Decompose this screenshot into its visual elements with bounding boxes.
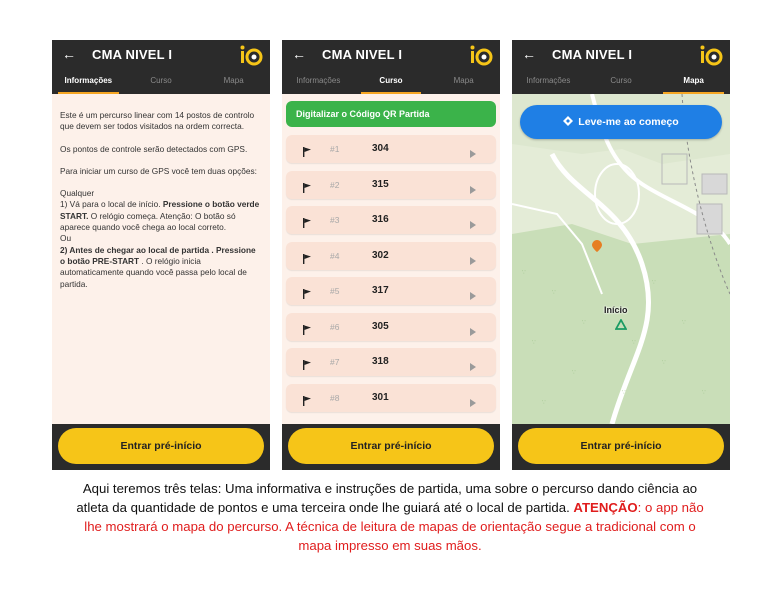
control-code: 305	[372, 320, 389, 332]
info-option-1	[60, 199, 260, 233]
page-title: CMA NIVEL I	[92, 47, 173, 62]
chevron-right-icon	[470, 358, 476, 366]
svg-text:∵: ∵	[662, 359, 666, 366]
control-number: #7	[330, 357, 340, 367]
flag-icon	[302, 215, 312, 225]
enter-pre-start-button[interactable]: Entrar pré-início	[518, 428, 724, 464]
tab-bar	[512, 70, 730, 94]
start-label: Início	[604, 305, 628, 315]
caption-text: Aqui teremos três telas: Uma informativa e instruções de partida, uma sobre o percurso dando ciência ao atleta da quantidade de pontos e uma terceira onde lhe guiará até o local de partida.	[76, 481, 698, 515]
arrow-left-icon[interactable]: ←	[292, 46, 306, 62]
footer	[282, 424, 500, 470]
svg-text:∵: ∵	[572, 369, 576, 376]
info-text-bold: Pressione o botão verde START.	[60, 199, 260, 221]
app-bar	[52, 40, 270, 70]
tab-mapa[interactable]: Mapa	[453, 76, 474, 85]
info-option-2	[60, 245, 260, 290]
tab-bar	[282, 70, 500, 94]
screen-informacoes	[52, 40, 270, 470]
control-row[interactable]	[286, 277, 496, 305]
arrow-left-icon[interactable]: ←	[62, 46, 76, 62]
tab-curso[interactable]: Curso	[355, 70, 428, 94]
tab-informacoes[interactable]: Informações	[526, 76, 571, 85]
caption	[70, 479, 710, 555]
flag-icon	[302, 393, 312, 403]
flag-icon	[302, 144, 312, 154]
flag-icon	[302, 322, 312, 332]
footer	[52, 424, 270, 470]
scan-qr-button[interactable]: Digitalizar o Código QR Partida	[286, 101, 496, 127]
caption-warning-text: : o app não lhe mostrará o mapa do percurso. A técnica de leitura de mapas de orientação segue a tradicional com o mapa impresso em suas mãos.	[84, 500, 704, 553]
tab-curso[interactable]: Curso	[150, 76, 172, 85]
map-background	[512, 94, 730, 424]
chevron-right-icon	[470, 216, 476, 224]
control-number: #6	[330, 321, 340, 332]
info-paragraph: Os pontos de controle serão detectados com GPS.	[60, 143, 248, 154]
info-text: 1) Vá para o local de início.	[60, 199, 163, 210]
navigation-diamond-icon	[563, 116, 573, 126]
screen-mapa	[512, 40, 730, 470]
info-text: . O relógio inicia automaticamente quando você passa pelo local de partida.	[60, 255, 247, 289]
svg-text:∵: ∵	[532, 339, 536, 346]
control-row[interactable]	[286, 206, 496, 234]
control-number: #1	[330, 144, 340, 154]
footer	[512, 424, 730, 470]
control-number: #2	[330, 179, 340, 190]
info-text-qualquer: Qualquer	[60, 188, 95, 199]
take-me-to-start-label: Leve-me ao começo	[578, 116, 679, 128]
control-number: #5	[330, 286, 340, 296]
page-title: CMA NIVEL I	[552, 47, 633, 62]
io-logo-icon	[238, 42, 264, 68]
svg-text:∵: ∵	[632, 339, 636, 346]
control-code: 302	[372, 249, 389, 261]
control-code: 304	[372, 143, 389, 154]
tab-informacoes[interactable]: Informações	[52, 70, 125, 94]
tab-mapa[interactable]: Mapa	[223, 76, 244, 85]
svg-text:∵: ∵	[522, 269, 526, 276]
chevron-right-icon	[470, 145, 476, 153]
chevron-right-icon	[470, 252, 476, 260]
chevron-right-icon	[470, 287, 476, 295]
control-row[interactable]	[286, 313, 496, 341]
info-text-ou: Ou	[60, 233, 72, 244]
info-text	[60, 110, 260, 290]
chevron-right-icon	[470, 323, 476, 331]
tab-mapa[interactable]: Mapa	[657, 70, 730, 94]
svg-text:∵: ∵	[682, 319, 686, 326]
location-pin-icon	[592, 240, 602, 252]
svg-text:∵: ∵	[652, 279, 656, 286]
tab-curso[interactable]: Curso	[610, 76, 632, 85]
map-view[interactable]	[512, 94, 730, 424]
enter-pre-start-button[interactable]: Entrar pré-início	[58, 428, 264, 464]
control-number: #3	[330, 215, 340, 225]
flag-icon	[302, 286, 312, 296]
control-code: 301	[372, 391, 389, 403]
screen-curso	[282, 40, 500, 470]
tab-bar	[52, 70, 270, 94]
control-row[interactable]	[286, 384, 496, 412]
svg-text:∵: ∵	[542, 399, 546, 406]
svg-text:∵: ∵	[582, 319, 586, 326]
info-paragraph: Para iniciar um curso de GPS você tem duas opções:	[60, 165, 257, 176]
enter-pre-start-button[interactable]: Entrar pré-início	[288, 428, 494, 464]
app-bar	[282, 40, 500, 70]
start-triangle-icon	[615, 319, 627, 330]
svg-text:∵: ∵	[702, 389, 706, 396]
control-code: 317	[372, 285, 389, 296]
info-text-bold: 2) Antes de chegar ao local de partida .	[60, 244, 214, 255]
page-title: CMA NIVEL I	[322, 47, 403, 62]
info-text-bold: Pressione o botão PRE-START	[60, 244, 256, 266]
chevron-right-icon	[470, 181, 476, 189]
control-code: 316	[372, 214, 389, 225]
control-row[interactable]	[286, 135, 496, 163]
flag-icon	[302, 251, 312, 261]
control-row[interactable]	[286, 348, 496, 376]
flag-icon	[302, 357, 312, 367]
control-code: 318	[372, 356, 389, 367]
io-logo-icon	[698, 42, 724, 68]
caption-warning: ATENÇÃO	[573, 500, 638, 515]
io-logo-icon	[468, 42, 494, 68]
info-text: O relógio começa. Atenção: O botão só aparece quando você chega ao local correto.	[60, 210, 236, 233]
flag-icon	[302, 180, 312, 190]
svg-text:∵: ∵	[552, 289, 556, 296]
info-paragraph: Este é um percurso linear com 14 postos de controlo que devem ser todos visitados na ordem correcta.	[60, 110, 255, 132]
svg-text:∵: ∵	[622, 389, 626, 396]
control-row[interactable]	[286, 171, 496, 199]
tab-informacoes[interactable]: Informações	[296, 76, 341, 85]
chevron-right-icon	[470, 394, 476, 402]
app-bar	[512, 40, 730, 70]
control-number: #4	[330, 250, 340, 261]
control-row[interactable]	[286, 242, 496, 270]
control-number: #8	[330, 392, 340, 403]
take-me-to-start-button[interactable]	[520, 105, 722, 139]
info-paragraph	[60, 188, 260, 199]
control-code: 315	[372, 178, 389, 190]
arrow-left-icon[interactable]: ←	[522, 46, 536, 62]
